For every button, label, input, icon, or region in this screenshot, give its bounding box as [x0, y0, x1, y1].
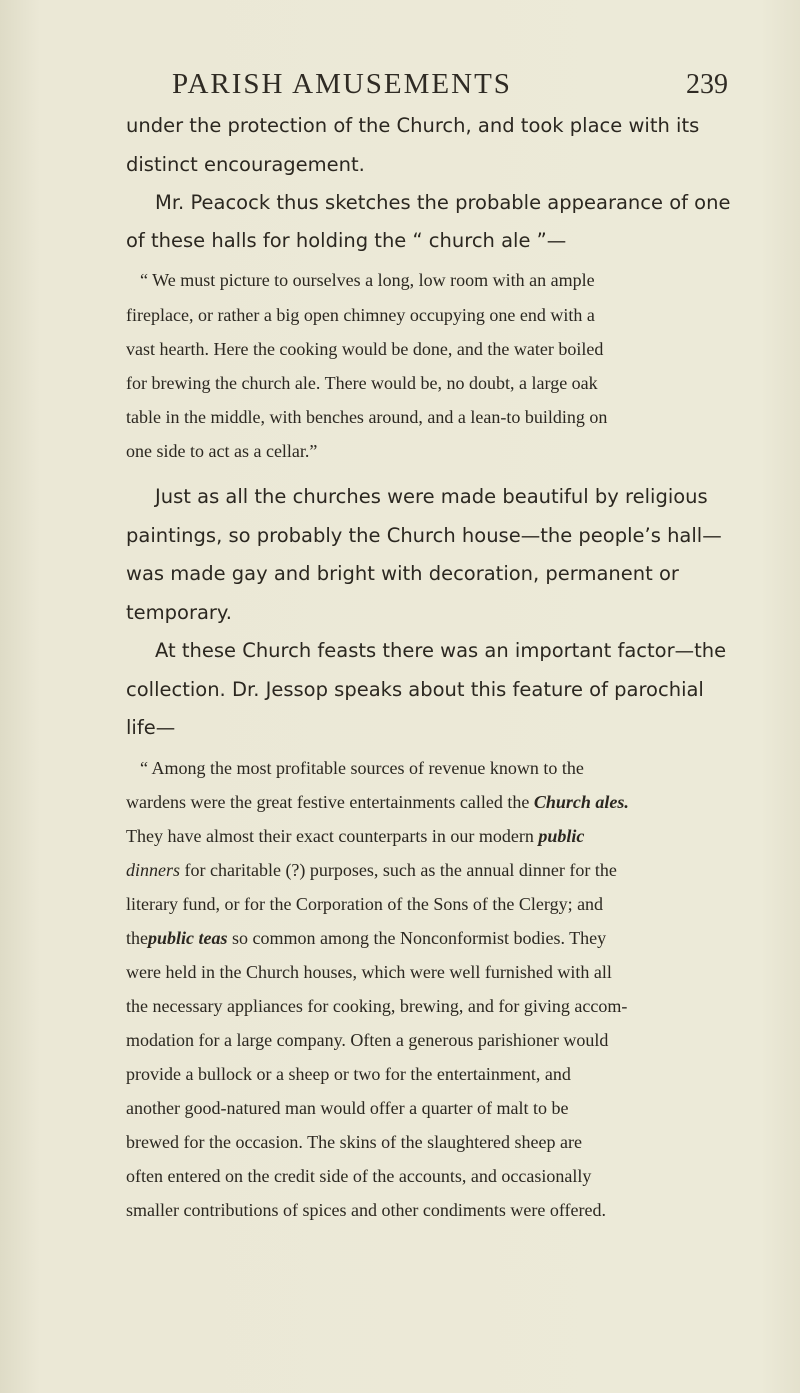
quote-text: the	[126, 928, 148, 948]
text-line: temporary.	[126, 601, 232, 624]
quote-text: for charitable (?) purposes, such as the annual dinner for the	[184, 860, 617, 880]
text-line: life—	[126, 716, 176, 739]
text-line: distinct encouragement.	[126, 153, 365, 176]
quote-text: so common among the Nonconformist bodies. They	[232, 928, 607, 948]
quote-line: fireplace, or rather a big open chimney occupying one end with a	[126, 305, 595, 325]
text-line: of these halls for holding the “ church ale ”—	[126, 229, 567, 252]
running-head-title: PARISH AMUSEMENTS	[172, 68, 512, 100]
quote-emphasis: public	[538, 826, 585, 846]
quote-line: another good-natured man would offer a quarter of malt to be	[126, 1098, 569, 1118]
quote-line	[126, 928, 606, 949]
quote-line: table in the middle, with benches around, and a lean-to building on	[126, 407, 608, 427]
quote-emphasis: public teas	[148, 928, 228, 948]
page-number: 239	[686, 69, 728, 100]
quote-line: often entered on the credit side of the accounts, and occasionally	[126, 1166, 592, 1186]
quote-line: literary fund, or for the Corporation of the Sons of the Clergy; and	[126, 894, 604, 914]
quote-line: “ We must picture to ourselves a long, low room with an ample	[140, 270, 595, 290]
quote-line	[126, 826, 584, 847]
quote-line: were held in the Church houses, which were well furnished with all	[126, 962, 612, 982]
text-line: under the protection of the Church, and took place with its	[126, 114, 700, 137]
text-line: collection. Dr. Jessop speaks about this feature of parochial	[126, 678, 704, 701]
quote-line	[126, 860, 617, 881]
quote-line: provide a bullock or a sheep or two for the entertainment, and	[126, 1064, 571, 1084]
quote-emphasis: dinners	[126, 860, 180, 880]
quote-line: “ Among the most profitable sources of revenue known to the	[140, 758, 584, 778]
text-line: paintings, so probably the Church house—the people’s hall—	[126, 524, 722, 547]
quote-line: for brewing the church ale. There would be, no doubt, a large oak	[126, 373, 598, 393]
quote-line: the necessary appliances for cooking, brewing, and for giving accom-	[126, 996, 628, 1016]
quote-emphasis: Church ales.	[533, 792, 629, 812]
quote-line: one side to act as a cellar.”	[126, 441, 318, 461]
text-line: was made gay and bright with decoration, permanent or	[126, 562, 679, 585]
quote-line: modation for a large company. Often a generous parishioner would	[126, 1030, 609, 1050]
text-line: At these Church feasts there was an important factor—the	[155, 639, 727, 662]
quote-line: brewed for the occasion. The skins of the slaughtered sheep are	[126, 1132, 583, 1152]
quote-text: They have almost their exact counterparts in our modern	[126, 826, 534, 846]
quote-line	[126, 792, 629, 813]
text-line: Mr. Peacock thus sketches the probable appearance of one	[155, 191, 731, 214]
quote-line: smaller contributions of spices and other condiments were offered.	[126, 1200, 607, 1220]
quote-line: vast hearth. Here the cooking would be done, and the water boiled	[126, 339, 604, 359]
quote-text: wardens were the great festive entertainments called the	[126, 792, 530, 812]
text-line: Just as all the churches were made beautiful by religious	[155, 485, 708, 508]
